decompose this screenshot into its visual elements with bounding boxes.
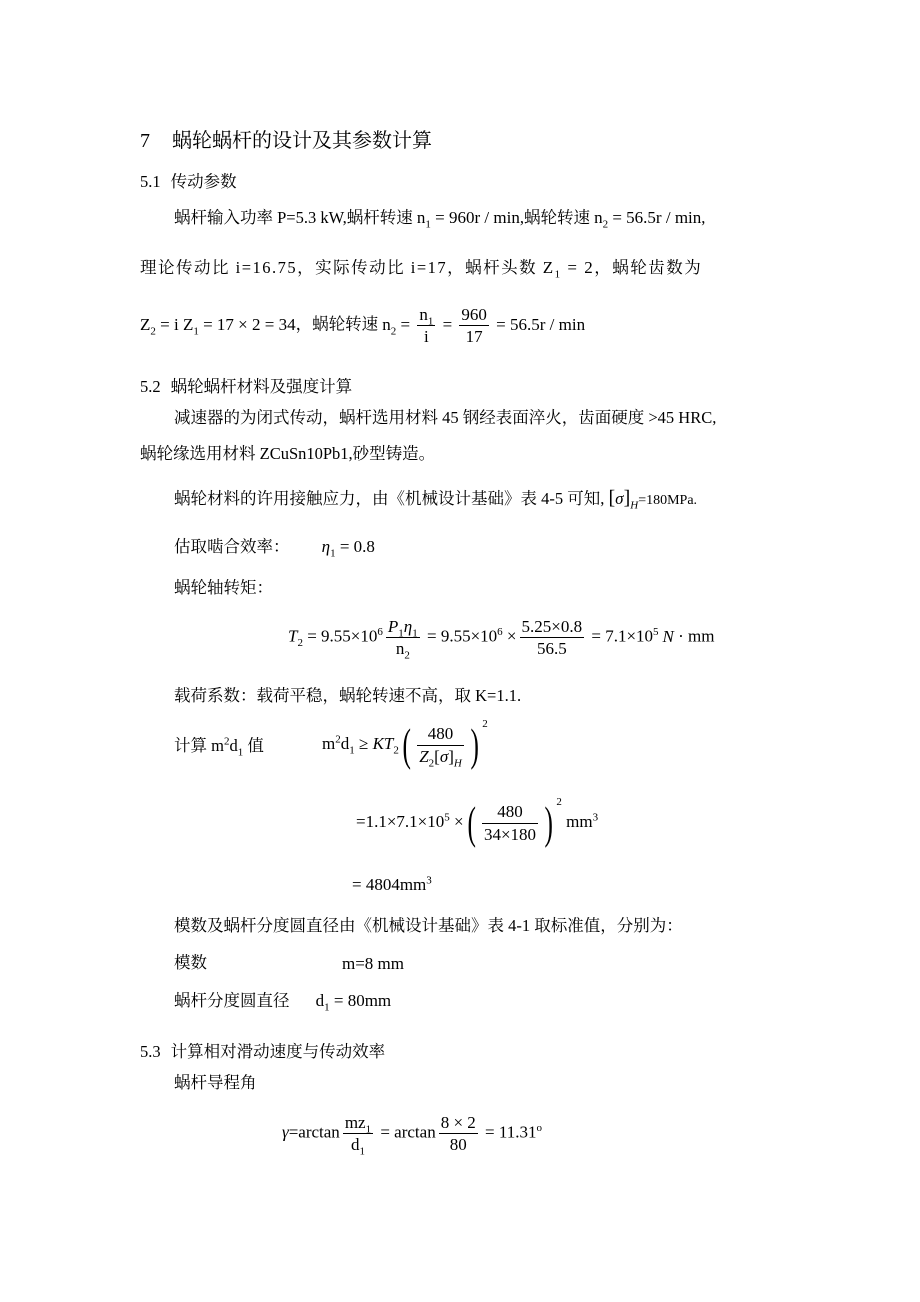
formula-m2d1-substituted: $=1.1\times 7.1\times 10^5$ ×( $\frac{480}{34\times 180}$ ) $^2$ $mm^3$ [356,796,599,848]
section-title: 传动参数 [170,172,237,191]
paragraph-z2 [140,304,585,348]
section-heading-5-3 [140,1038,385,1062]
section-title: 计算相对滑动速度与传动效率 [170,1042,386,1061]
section-number: 5.1 [140,172,161,191]
paragraph-input-params [174,208,706,231]
section-number: 5.3 [140,1042,161,1061]
text: 理论传动比 i=16.75，实际传动比 i=17，蜗杆头数 [140,258,538,277]
text: 蜗杆输入功率 P=5.3 kW,蜗杆转速 [174,208,413,227]
paragraph-material: 减速器的为闭式传动，蜗杆选用材料 45 钢经表面淬火，齿面硬度 >45 HRC, [174,408,717,427]
chapter-number: 7 [140,130,150,152]
formula-lead-angle: γ=arctan $\frac{mz_1}{d_1}$ = arctan $\frac{8 \times 2}{80}$ = $11.31^o$ [282,1113,543,1158]
pitch-diameter-label: 蜗杆分度圆直径 [174,991,290,1010]
paragraph-efficiency [174,537,375,560]
paragraph-ratio [140,258,703,281]
section-title: 蜗轮蜗杆材料及强度计算 [170,377,353,396]
text: 蜗轮材料的许用接触应力，由《机械设计基础》表 4-5 可知, [174,489,605,508]
formula-z1: $Z_1 = 2$ [542,258,595,281]
module-label: 模数 [174,953,207,972]
text: 估取啮合效率： [174,537,290,556]
paragraph-load-factor: 载荷系数：载荷平稳，蜗轮转速不高，取 K=1.1. [174,686,522,705]
formula-n2: $n_2 = 56.5r / \min$ [594,208,702,231]
row-pitch-diameter [174,991,392,1014]
text: , [701,208,706,227]
formula-m2d1: $m^2d_1 \ge KT_2$( $\frac{480}{Z_2[\sigma]_H}$ ) $^2$ [322,718,488,770]
section-heading-5-2 [140,373,352,397]
formula-n1: $n_1 = 960r / \min$ [416,208,520,231]
formula-m2d1-result: = $4804mm^3$ [352,874,432,894]
stress-value: =180MPa. [638,493,698,508]
formula-label-m2d1: 计算 $m^2d_1$ 值 [174,735,264,759]
text: ，蜗轮转速 [295,314,379,334]
formula-n2-calc: $n_2$ = $\frac{n_1}{i}$ = $\frac{960}{17}$ = 56.5r / min [382,305,586,347]
section-number: 5.2 [140,377,161,396]
pitch-diameter-value: $d_1 = 80mm$ [315,991,392,1014]
formula-eta: $\eta_1 = 0.8$ [321,537,375,560]
paragraph-material-2: 蜗轮缘选用材料 ZCuSn10Pb1,砂型铸造。 [140,444,436,463]
formula-z2: $Z_2 = i$ $Z_1 = 17 \times 2 = 34$ [140,314,296,338]
formula-torque: $T_2 = 9.55\times 10^6$ $\frac{P_1\eta_1}{n_2}$ = $9.55\times 10^6$ × $\frac{5.25\times 0.8}{56.5}$ = $7.1\times 10^5$ N · mm [288,617,715,662]
paragraph-allowable-stress [174,487,698,512]
row-module [174,953,405,973]
module-value: m=8 mm [342,954,405,973]
formula-sigma-h: $[\sigma]_H$ [608,487,639,512]
paragraph-torque-label: 蜗轮轴转矩： [174,578,273,597]
section-heading-5-1 [140,168,237,192]
chapter-heading [140,124,432,153]
text: ,蜗轮转速 [519,208,590,227]
text: ，蜗轮齿数为 [594,258,703,277]
paragraph-lead-angle: 蜗杆导程角 [174,1073,257,1092]
paragraph-standard-values: 模数及蜗杆分度圆直径由《机械设计基础》表 4-1 取标准值，分别为： [174,916,683,935]
chapter-title: 蜗轮蜗杆的设计及其参数计算 [172,128,432,152]
